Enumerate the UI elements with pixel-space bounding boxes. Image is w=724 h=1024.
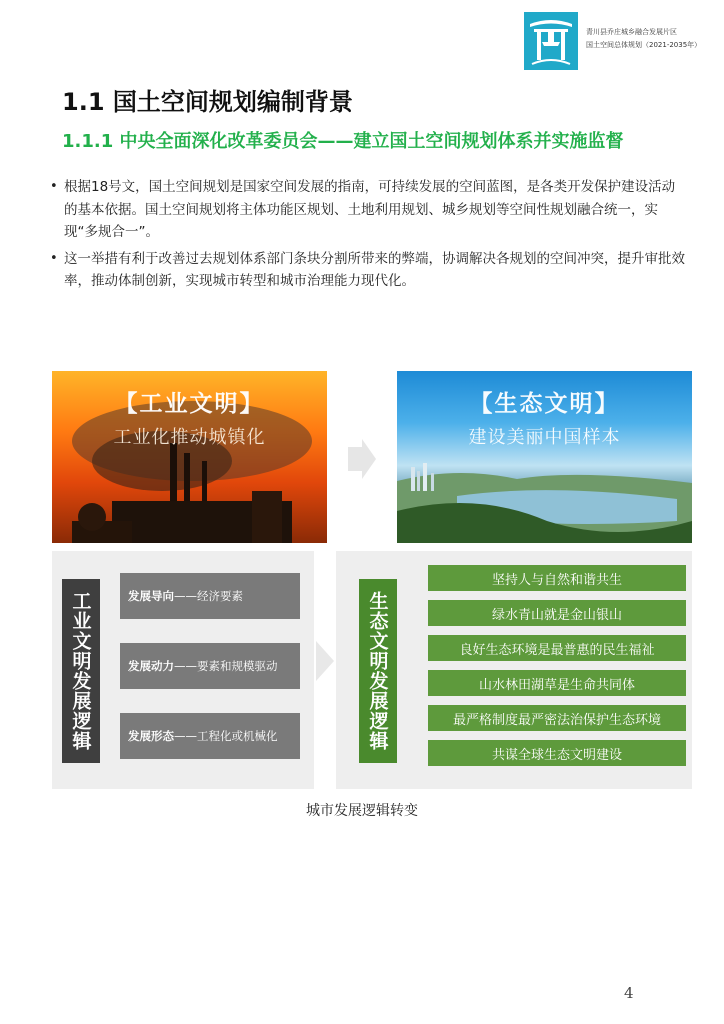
industrial-logic-item xyxy=(120,573,300,619)
industrial-title: 【工业文明】 xyxy=(114,391,265,417)
industrial-logic-value: ——经济要素 xyxy=(174,589,243,603)
industrial-logic-label xyxy=(62,579,100,763)
industrial-logic-key: 发展形态 xyxy=(128,729,174,743)
ecological-logic-item: 坚持人与自然和谐共生 xyxy=(428,565,686,591)
subsection-title: 1.1.1 中央全面深化改革委员会——建立国土空间规划体系并实施监督 xyxy=(62,131,624,152)
industrial-logic-label-text: 工业文明发展逻辑 xyxy=(69,591,92,751)
ecological-subtitle: 建设美丽中国样本 xyxy=(468,427,621,448)
ecological-logic-item: 良好生态环境是最普惠的民生福祉 xyxy=(428,635,686,661)
ecological-title: 【生态文明】 xyxy=(469,391,620,417)
ecological-photo xyxy=(397,371,692,543)
industrial-logic-item xyxy=(120,643,300,689)
header-line-2: 国土空间总体规划（2021-2035年） xyxy=(586,41,702,49)
logo xyxy=(524,12,578,70)
ecological-logic-item: 绿水青山就是金山银山 xyxy=(428,600,686,626)
industrial-logic-value: ——工程化或机械化 xyxy=(174,729,278,743)
bullet-text: 根据18号文，国土空间规划是国家空间发展的指南，可持续发展的空间蓝图，是各类开发保护建设活动的基本依据。国土空间规划将主体功能区规划、土地利用规划、城乡规划等空间性规划融合统一，实现“多规合一”。 xyxy=(64,179,676,240)
bullet-item xyxy=(48,176,688,244)
industrial-logic-item xyxy=(120,713,300,759)
bullet-dot-icon: • xyxy=(50,250,58,266)
ecological-logic-item: 共谋全球生态文明建设 xyxy=(428,740,686,766)
ecological-logic-item: 山水林田湖草是生命共同体 xyxy=(428,670,686,696)
bullet-dot-icon: • xyxy=(50,179,58,194)
figure-caption: 城市发展逻辑转变 xyxy=(306,803,418,819)
ecological-logic-item: 最严格制度最严密法治保护生态环境 xyxy=(428,705,686,731)
section-title: 1.1 国土空间规划编制背景 xyxy=(62,88,353,116)
industrial-subtitle: 工业化推动城镇化 xyxy=(113,427,266,448)
header-line-1: 青川县乔庄城乡融合发展片区 xyxy=(586,28,677,36)
industrial-photo xyxy=(52,371,327,543)
industrial-logic-panel xyxy=(52,551,314,789)
industrial-logic-key: 发展导向 xyxy=(128,589,174,603)
industrial-logic-key: 发展动力 xyxy=(128,659,174,673)
page-number: 4 xyxy=(624,984,634,1002)
urban-logic-figure xyxy=(52,371,692,791)
ecological-logic-label xyxy=(359,579,397,763)
ecological-logic-label-text: 生态文明发展逻辑 xyxy=(366,591,389,751)
bullet-text: 这一举措有利于改善过去规划体系部门条块分割所带来的弊端，协调解决各规划的空间冲突，提升审批效率，推动体制创新，实现城市转型和城市治理能力现代化。 xyxy=(64,250,685,289)
gate-logo-icon xyxy=(524,12,578,70)
chevron-right-icon xyxy=(314,631,336,691)
chevron-right-icon xyxy=(346,437,378,481)
industrial-logic-value: ——要素和规模驱动 xyxy=(174,659,278,673)
ecological-logic-panel xyxy=(336,551,692,789)
bullet-list xyxy=(48,176,688,297)
header-text xyxy=(586,26,716,52)
bullet-item xyxy=(48,248,688,293)
